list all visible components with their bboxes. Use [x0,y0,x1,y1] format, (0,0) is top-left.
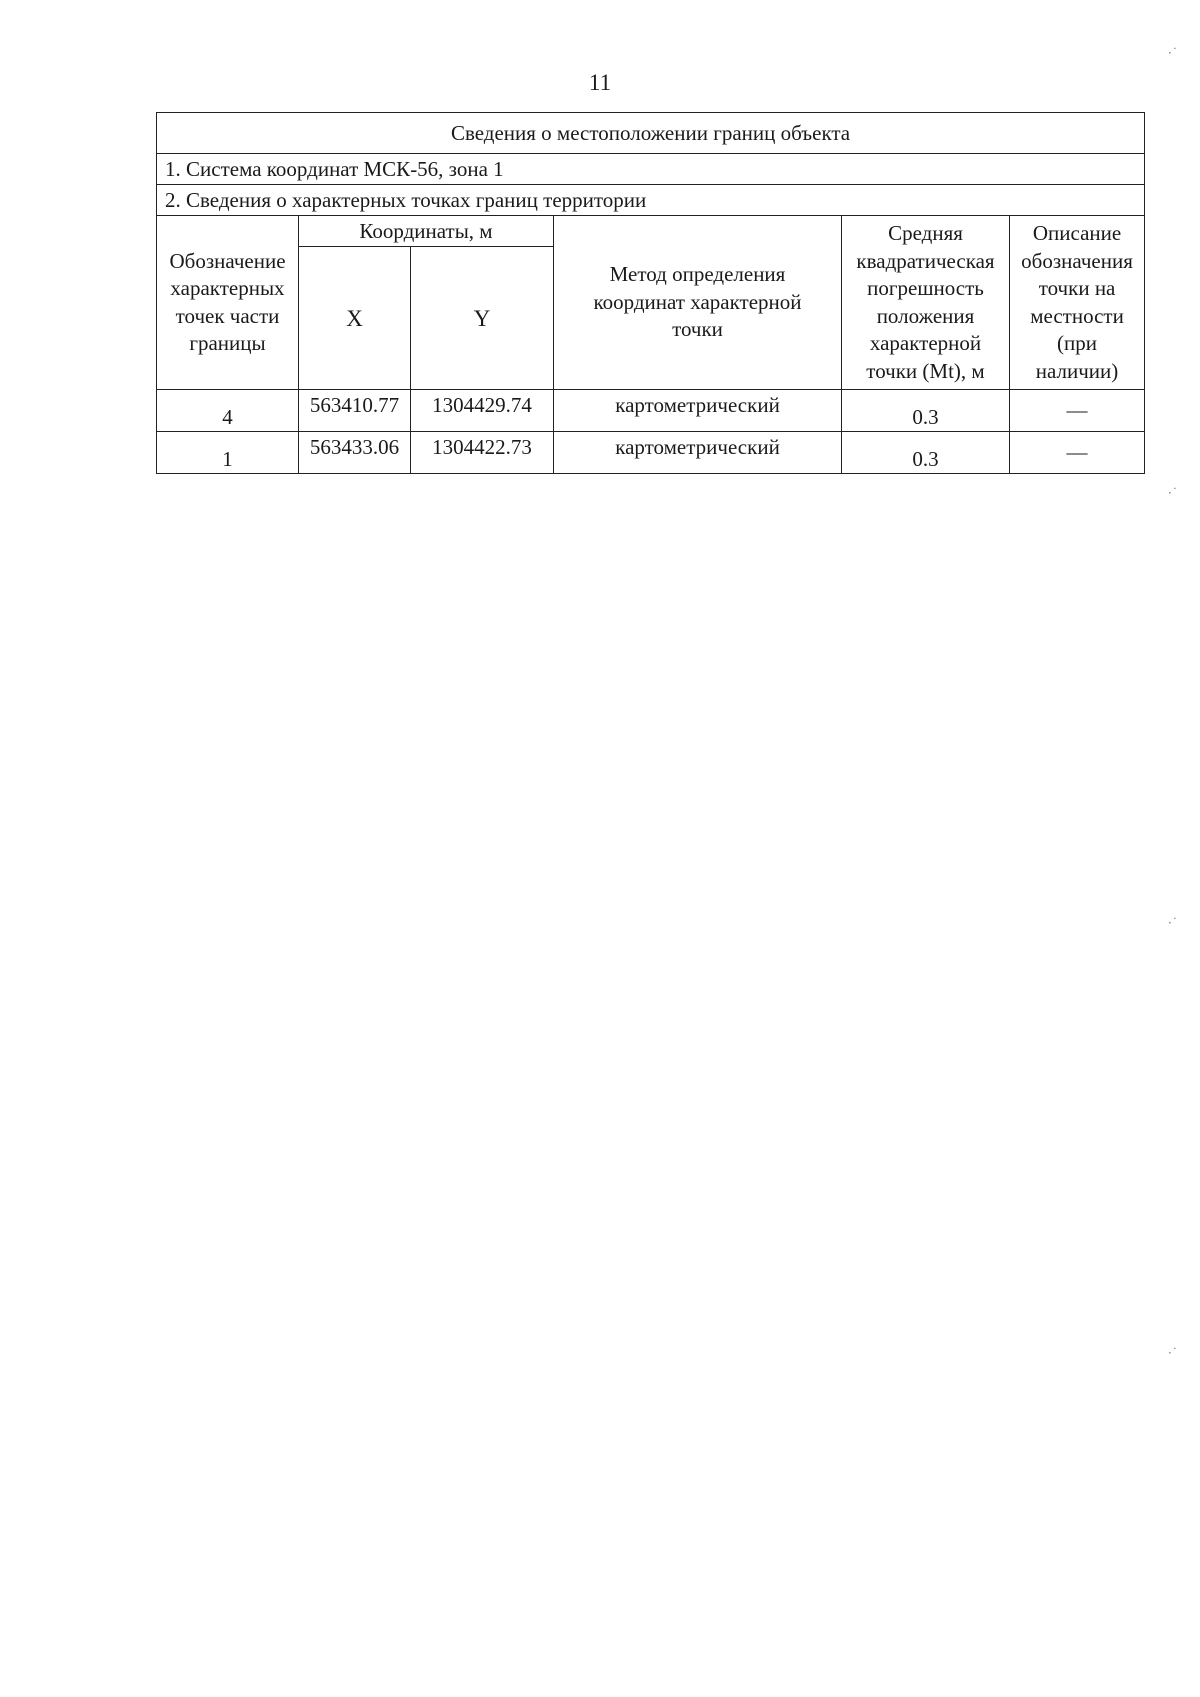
header-method: Метод определения координат характерной точки [554,216,842,390]
header-designation: Обозначение характерных точек части границы [157,216,299,390]
mean-error: 0.3 [842,432,1010,474]
mean-error: 0.3 [842,390,1010,432]
description [1010,390,1145,432]
header-coordinates: Координаты, м [299,216,554,247]
coord-y: 1304422.73 [411,432,554,474]
scan-speck: ·˙ [1168,486,1178,500]
header-error: Средняя квадратическая погрешность положения характерной точки (Mt), м [842,216,1010,390]
coordinate-system-row: 1. Система координат МСК-56, зона 1 [157,154,1145,185]
point-designation: 1 [157,432,299,474]
coord-x: 563410.77 [299,390,411,432]
method: картометрический [554,432,842,474]
description-value: — [1066,440,1088,464]
header-y: Y [411,247,554,390]
point-designation: 4 [157,390,299,432]
scan-speck: ·˙ [1168,1346,1178,1360]
points-section-row: 2. Сведения о характерных точках границ территории [157,185,1145,216]
method: картометрический [554,390,842,432]
table-row [157,390,1145,432]
coord-y: 1304429.74 [411,390,554,432]
page-number: 11 [588,70,612,95]
scan-speck: ·˙ [1168,46,1178,60]
table-title: Сведения о местоположении границ объекта [157,113,1145,154]
coord-x: 563433.06 [299,432,411,474]
scan-speck: ·˙ [1168,916,1178,930]
boundary-info-table [156,112,1145,474]
table-row [157,432,1145,474]
description-value: — [1066,398,1088,422]
description [1010,432,1145,474]
header-description: Описание обозначения точки на местности (при наличии) [1010,216,1145,390]
header-x: X [299,247,411,390]
